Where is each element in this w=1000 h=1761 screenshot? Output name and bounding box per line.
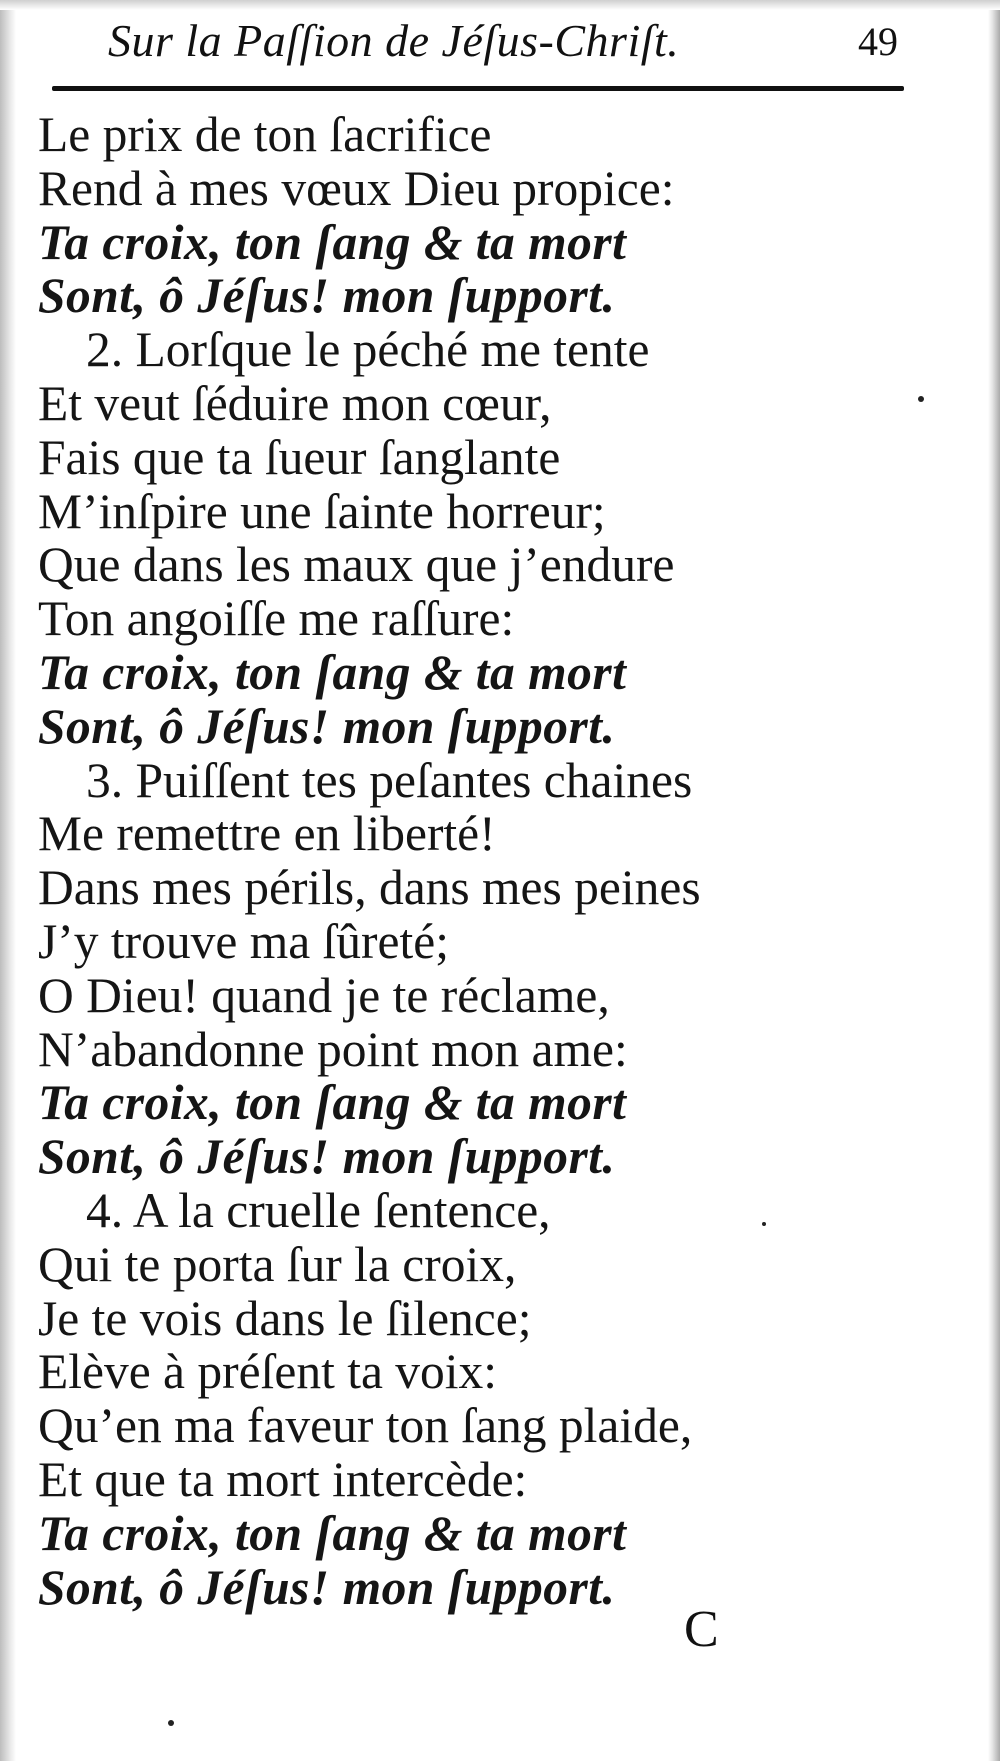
stanza-3-first-line: 3. Puiſſent tes peſantes chaines [86,752,693,808]
refrain-line: Ta croix, ton ſang & ta mort [38,1075,627,1131]
stanza-4-first-line: 4. A la cruelle ſentence, [86,1182,551,1238]
refrain-line: Ta croix, ton ſang & ta mort [38,1505,627,1561]
page-edge-top [0,0,1000,10]
verse-line: Et veut ſéduire mon cœur, [38,375,552,431]
verse-line: Que dans les maux que j’endure [38,537,675,593]
signature-mark: C [684,1601,719,1658]
stanza-2-first-line: 2. Lorſque le péché me tente [86,322,650,378]
header-rule [52,86,904,91]
page-edge-right [988,0,1000,1761]
verse-line: M’inſpire une ſainte horreur; [38,483,606,539]
ink-speck [918,396,924,402]
refrain-line: Sont, ô Jéſus! mon ſupport. [38,268,616,324]
verse-line: Je te vois dans le ſilence; [38,1290,532,1346]
verse-line: Me remettre en liberté! [38,806,496,862]
verse-line: J’y trouve ma ſûreté; [38,913,449,969]
verse-line: Dans mes périls, dans mes peines [38,860,701,916]
verse-line: Rend à mes vœux Dieu propice: [38,160,675,216]
refrain-line: Sont, ô Jéſus! mon ſupport. [38,1559,616,1615]
refrain-line: Sont, ô Jéſus! mon ſupport. [38,1129,616,1185]
refrain-line: Sont, ô Jéſus! mon ſupport. [38,698,616,754]
page-edge-left [0,0,16,1761]
verse-line: Le prix de ton ſacrifice [38,107,492,162]
ink-speck [762,1222,766,1226]
verse-line: O Dieu! quand je te réclame, [38,967,610,1023]
verse-line: Ton angoiſſe me raſſure: [38,591,515,647]
verse-line: N’abandonne point mon ame: [38,1021,628,1077]
hymn-text [38,108,958,1614]
verse-line: Elève à préſent ta voix: [38,1344,498,1400]
page-number: 49 [858,19,898,64]
verse-line: Fais que ta ſueur ſanglante [38,429,561,485]
refrain-line: Ta croix, ton ſang & ta mort [38,214,627,270]
ink-speck [168,1720,174,1726]
verse-line: Qui te porta ſur la croix, [38,1236,517,1292]
running-head: Sur la Paſſion de Jéſus-Chriſt. [108,15,680,66]
verse-line: Qu’en ma faveur ton ſang plaide, [38,1398,693,1454]
verse-line: Et que ta mort intercède: [38,1451,528,1507]
refrain-line: Ta croix, ton ſang & ta mort [38,644,627,700]
